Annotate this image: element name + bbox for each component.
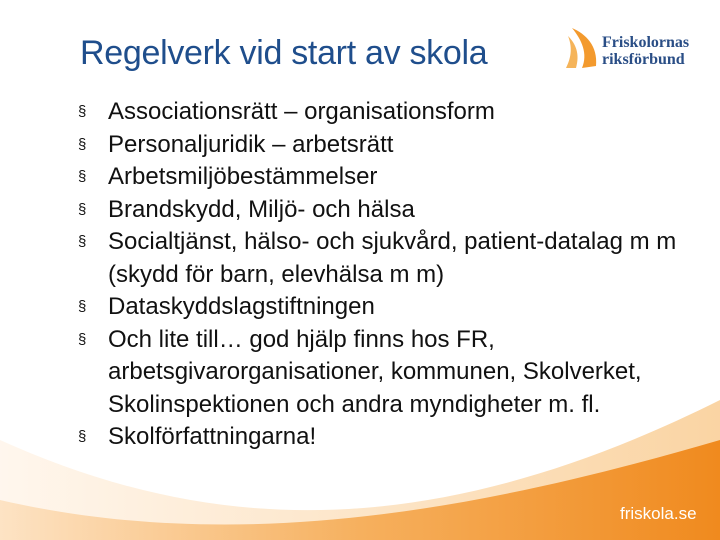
bullet-text: Brandskydd, Miljö- och hälsa [108, 195, 415, 223]
logo-line-2: riksförbund [602, 51, 685, 68]
bullet-marker: § [78, 200, 87, 218]
bullet-text: Associationsrätt – organisationsform [108, 98, 495, 125]
bullet-marker: § [78, 168, 87, 185]
bullet-marker: § [78, 428, 87, 445]
slide-title: Regelverk vid start av skola [80, 34, 488, 72]
bullet-marker: § [78, 298, 87, 315]
bullet-marker: § [78, 233, 87, 250]
bullet-text: Och lite till… god hjälp finns hos FR, arbetsgivarorganisationer, kommunen, Skolverket, Skolinspektionen och andra myndigheter m. fl. [108, 325, 642, 418]
bullet-item [78, 226, 688, 291]
bullet-text: Dataskyddslagstiftningen [108, 293, 375, 320]
bullet-item [78, 129, 688, 162]
bullet-marker: § [78, 135, 87, 153]
decorative-orange-wave [0, 380, 720, 540]
bullet-text: Skolförfattningarna! [108, 423, 317, 450]
bullet-item [78, 96, 688, 129]
logo-wordmark [602, 34, 689, 68]
bullet-text: Personaljuridik – arbetsrätt [108, 130, 394, 158]
bullet-item [78, 194, 688, 227]
bullet-item [78, 161, 688, 194]
friskolornas-logo [562, 26, 702, 76]
bullet-item [78, 291, 688, 324]
logo-line-1: Friskolornas [602, 34, 690, 51]
flame-sail-logo-icon [562, 26, 602, 74]
footer-site-url: friskola.se [620, 504, 697, 523]
bullet-marker: § [78, 330, 87, 348]
bullet-text: Arbetsmiljöbestämmelser [108, 163, 378, 190]
bullet-marker: § [78, 103, 87, 120]
bullet-text: Socialtjänst, hälso- och sjukvård, patient-datalag m m (skydd för barn, elevhälsa m m) [108, 228, 677, 288]
